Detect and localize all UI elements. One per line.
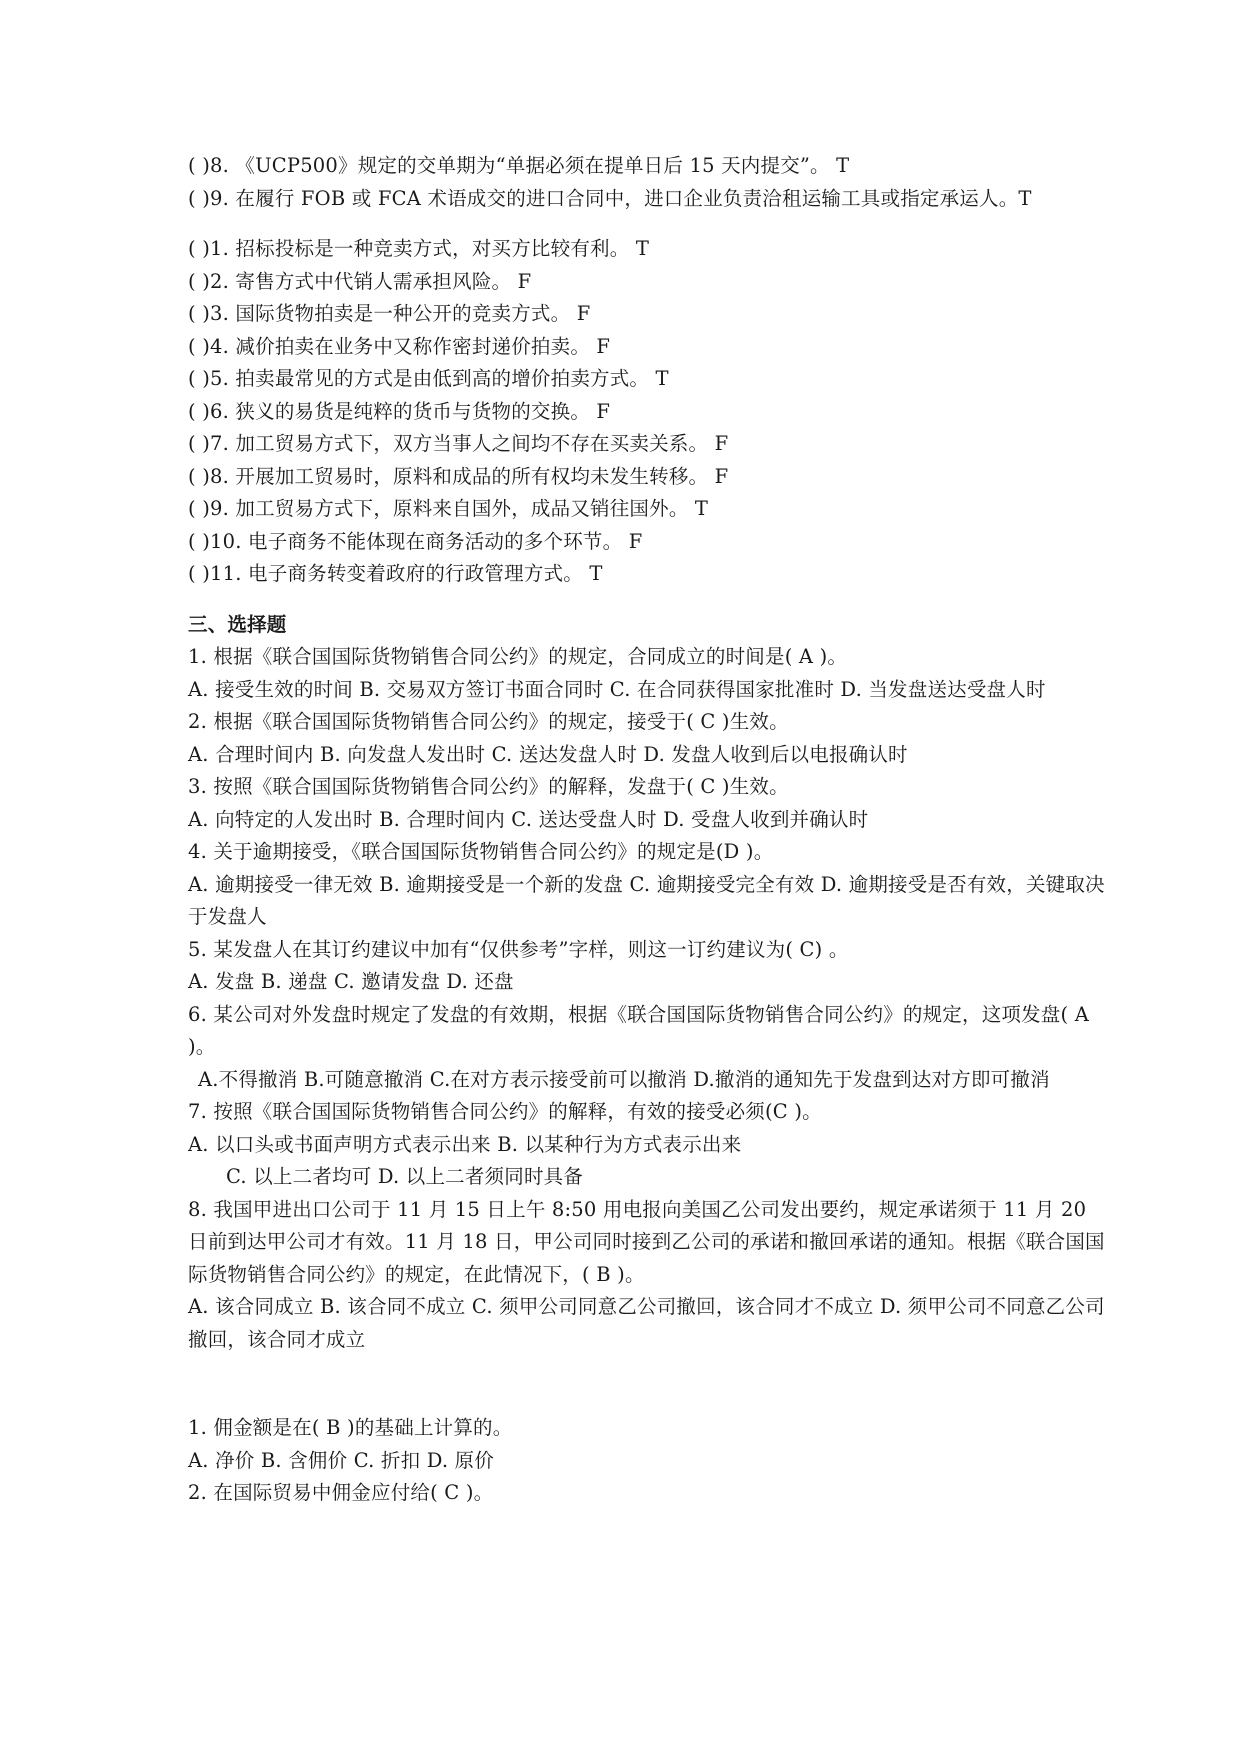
tf2-item-10: ( )10. 电子商务不能体现在商务活动的多个环节。 F — [188, 529, 643, 553]
commission-question-2: 2. 在国际贸易中佣金应付给( C )。 — [188, 1481, 494, 1504]
choice-options-2: A. 合理时间内 B. 向发盘人发出时 C. 送达发盘人时 D. 发盘人收到后以电报确认时 — [188, 742, 908, 766]
choice-question-7: 7. 按照《联合国国际货物销售合同公约》的解释，有效的接受必须(C )。 — [188, 1100, 822, 1123]
choice-options-5: A. 发盘 B. 递盘 C. 邀请发盘 D. 还盘 — [188, 970, 514, 993]
choice-question-1: 1. 根据《联合国国际货物销售合同公约》的规定，合同成立的时间是( A )。 — [188, 645, 848, 668]
choice-options-3: A. 向特定的人发出时 B. 合理时间内 C. 送达受盘人时 D. 受盘人收到并确认时 — [188, 807, 869, 831]
tf-item-8: ( )8. 《UCP500》规定的交单期为“单据必须在提单日后 15 天内提交”。 T — [188, 154, 850, 177]
tf-item-9: ( )9. 在履行 FOB 或 FCA 术语成交的进口合同中，进口企业负责洽租运输工具或指定承运人。T — [188, 186, 1032, 210]
tf2-item-5: ( )5. 拍卖最常见的方式是由低到高的增价拍卖方式。 T — [188, 367, 669, 390]
tf2-item-7: ( )7. 加工贸易方式下，双方当事人之间均不存在买卖关系。 F — [188, 432, 729, 455]
tf2-item-3: ( )3. 国际货物拍卖是一种公开的竞卖方式。 F — [188, 302, 591, 325]
tf2-item-8: ( )8. 开展加工贸易时，原料和成品的所有权均未发生转移。 F — [188, 464, 729, 488]
choice-question-6: 6. 某公司对外发盘时规定了发盘的有效期，根据《联合国国际货物销售合同公约》的规定，这项发盘( A )。 — [188, 1002, 1089, 1058]
choice-question-3: 3. 按照《联合国国际货物销售合同公约》的解释，发盘于( C )生效。 — [188, 775, 789, 798]
tf2-item-1: ( )1. 招标投标是一种竞卖方式，对买方比较有利。 T — [188, 237, 650, 260]
choice-question-8: 8. 我国甲进出口公司于 11 月 15 日上午 8:50 用电报向美国乙公司发出要约，规定承诺须于 11 月 20 日前到达甲公司才有效。11 月 18 日，甲公司同时接到乙公司的承诺和撤回承诺的通知。根据《联合国国际货物销售合同公约》的规定，在此情况下，( B )。 — [188, 1197, 1105, 1286]
commission-options-1: A. 净价 B. 含佣价 C. 折扣 D. 原价 — [188, 1448, 495, 1472]
choice-options-4: A. 逾期接受一律无效 B. 逾期接受是一个新的发盘 C. 逾期接受完全有效 D. 逾期接受是否有效，关键取决于发盘人 — [188, 872, 1105, 928]
document-page — [188, 150, 1108, 1510]
choice-question-2: 2. 根据《联合国国际货物销售合同公约》的规定，接受于( C )生效。 — [188, 710, 789, 733]
commission-question-1: 1. 佣金额是在( B )的基础上计算的。 — [188, 1416, 513, 1439]
section-heading: 三、选择题 — [188, 612, 287, 636]
choice-question-5: 5. 某发盘人在其订约建议中加有“仅供参考”字样，则这一订约建议为( C) 。 — [188, 937, 849, 961]
tf2-item-9: ( )9. 加工贸易方式下，原料来自国外，成品又销往国外。 T — [188, 497, 709, 520]
choice-options-6: A.不得撤消 B.可随意撤消 C.在对方表示接受前可以撤消 D.撤消的通知先于发盘到达对方即可撤消 — [198, 1067, 1050, 1091]
choice-options-8: A. 该合同成立 B. 该合同不成立 C. 须甲公司同意乙公司撤回，该合同才不成立 D. 须甲公司不同意乙公司撤回，该合同才成立 — [188, 1295, 1105, 1351]
choice-options-7b: C. 以上二者均可 D. 以上二者须同时具备 — [226, 1165, 584, 1188]
choice-options-7a: A. 以口头或书面声明方式表示出来 B. 以某种行为方式表示出来 — [188, 1132, 742, 1156]
choice-question-4: 4. 关于逾期接受，《联合国国际货物销售合同公约》的规定是(D )。 — [188, 840, 774, 863]
tf2-item-4: ( )4. 减价拍卖在业务中又称作密封递价拍卖。 F — [188, 334, 611, 358]
tf2-item-11: ( )11. 电子商务转变着政府的行政管理方式。 T — [188, 562, 603, 585]
choice-options-1: A. 接受生效的时间 B. 交易双方签订书面合同时 C. 在合同获得国家批准时 D. 当发盘送达受盘人时 — [188, 677, 1046, 701]
tf2-item-6: ( )6. 狭义的易货是纯粹的货币与货物的交换。 F — [188, 399, 611, 423]
tf2-item-2: ( )2. 寄售方式中代销人需承担风险。 F — [188, 269, 532, 293]
